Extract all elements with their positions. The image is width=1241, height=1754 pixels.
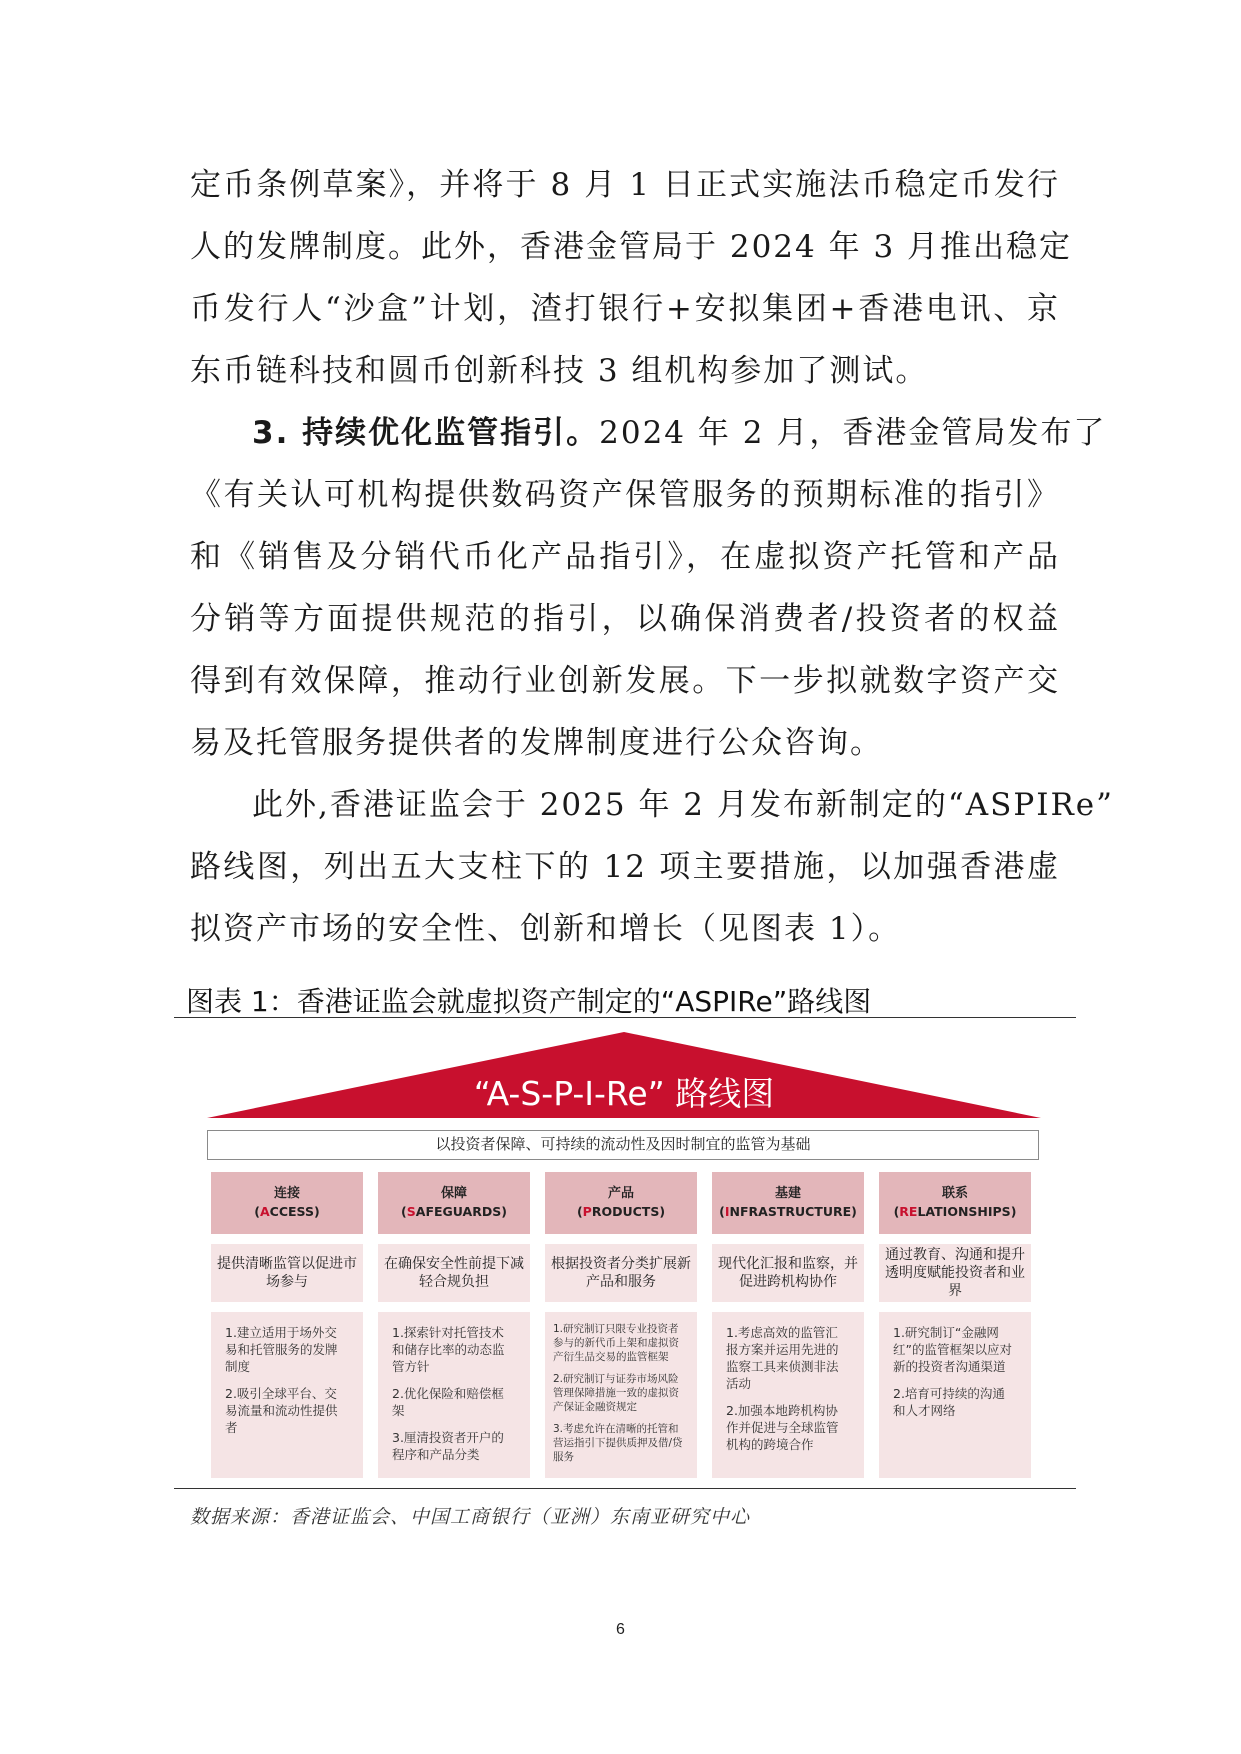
- measure-item: 2.吸引全球平台、交易流量和流动性提供者: [225, 1386, 338, 1435]
- pillar-measures: [378, 1312, 530, 1478]
- body-line-3: 币发行人“沙盒”计划，渣打银行+安拟集团+香港电讯、京: [190, 291, 1060, 327]
- pillar-objective: 根据投资者分类扩展新产品和服务: [545, 1244, 697, 1302]
- pillar-name-rest: CCESS: [269, 1204, 315, 1219]
- body-line-4: 东币链科技和圆币创新科技 3 组机构参加了测试。: [190, 353, 929, 389]
- pillar-initial: A: [259, 1204, 270, 1219]
- section3-line-6: 易及托管服务提供者的发牌制度进行公众咨询。: [190, 725, 883, 761]
- section3-heading: 3. 持续优化监管指引。: [252, 415, 600, 451]
- pillar-name-cn: 保障: [440, 1186, 467, 1201]
- page-number: 6: [616, 1621, 625, 1638]
- pillar-objective: 现代化汇报和监察，并促进跨机构协作: [712, 1244, 864, 1302]
- pillar-access: [211, 1172, 363, 1435]
- pillar-name-rest: AFEGUARDS: [415, 1204, 502, 1219]
- pillar-initial: P: [582, 1204, 592, 1219]
- pillar-name-en: (RELATIONSHIPS): [893, 1204, 1017, 1219]
- pillar-infrastructure: [712, 1172, 864, 1452]
- section3-line-5: 得到有效保障，推动行业创新发展。下一步拟就数字资产交: [190, 663, 1060, 699]
- pillar-products: [545, 1172, 697, 1463]
- pillar-measures: [545, 1312, 697, 1478]
- pillar-name-rest: LATIONSHIPS: [917, 1204, 1011, 1219]
- measure-item: 1.研究制订“金融网红”的监管框架以应对新的投资者沟通渠道: [893, 1325, 1012, 1374]
- pillar-header: [879, 1172, 1031, 1234]
- pillar-name-rest: NFRASTRUCTURE: [729, 1204, 852, 1219]
- pillar-measures: [879, 1312, 1031, 1478]
- pillar-measures: [211, 1312, 363, 1478]
- caption-rule: [174, 1017, 1076, 1018]
- pillar-objective: 通过教育、沟通和提升透明度赋能投资者和业界: [879, 1244, 1031, 1302]
- pillar-objective: 提供清晰监管以促进市场参与: [211, 1244, 363, 1302]
- measure-item: 2.研究制订与证券市场风险管理保障措施一致的虚拟资产保证金融资规定: [553, 1373, 679, 1413]
- measure-item: 2.加强本地跨机构协作并促进与全球监管机构的跨境合作: [726, 1403, 839, 1452]
- pillar-name-cn: 连接: [273, 1186, 300, 1201]
- section3-line-2: 《有关认可机构提供数码资产保管服务的预期标准的指引》: [190, 477, 1060, 513]
- section3-line-1: 2024 年 2 月，香港金管局发布了: [599, 415, 1107, 451]
- pillar-initial: S: [406, 1204, 416, 1219]
- pillar-initial: I: [724, 1204, 730, 1219]
- pillar-measures: [712, 1312, 864, 1478]
- aspire-line-1: 此外,香港证监会于 2025 年 2 月发布新制定的“ASPIRe”: [252, 787, 1114, 823]
- data-source-note: 数据来源：香港证监会、中国工商银行（亚洲）东南亚研究中心: [190, 1506, 751, 1528]
- measure-item: 1.研究制订只限专业投资者参与的新代币上架和虚拟资产衍生品交易的监管框架: [553, 1323, 679, 1363]
- section3-first-line: [190, 402, 1107, 464]
- pillar-name-en: (INFRASTRUCTURE): [719, 1204, 857, 1219]
- pillar-relationships: [879, 1172, 1031, 1418]
- measure-item: 1.建立适用于场外交易和托管服务的发牌制度: [225, 1325, 338, 1374]
- section3-line-3: 和《销售及分销代币化产品指引》，在虚拟资产托管和产品: [190, 539, 1060, 575]
- pillar-objective: 在确保安全性前提下减轻合规负担: [378, 1244, 530, 1302]
- measure-item: 2.优化保险和赔偿框架: [392, 1386, 504, 1418]
- measure-item: 2.培育可持续的沟通和人才网络: [893, 1386, 1005, 1418]
- figure-caption: 图表 1：香港证监会就虚拟资产制定的“ASPIRe”路线图: [186, 985, 872, 1018]
- aspire-roadmap-figure: [205, 1030, 1043, 1470]
- pillar-safeguards: [378, 1172, 530, 1462]
- measure-item: 3.厘清投资者开户的程序和产品分类: [392, 1430, 504, 1462]
- body-line-1: 定币条例草案》，并将于 8 月 1 日正式实施法币稳定币发行: [190, 167, 1060, 203]
- measure-item: 3.考虑允许在清晰的托管和营运指引下提供质押及借/贷服务: [553, 1423, 683, 1463]
- pillar-name-cn: 基建: [774, 1186, 801, 1201]
- pillar-name-cn: 产品: [607, 1186, 634, 1201]
- pillar-header: [378, 1172, 530, 1234]
- pillar-name-cn: 联系: [941, 1186, 968, 1201]
- pillar-name-en: (ACCESS): [254, 1204, 320, 1219]
- aspire-line-3: 拟资产市场的安全性、创新和增长（见图表 1）。: [190, 911, 902, 947]
- foundation-banner: 以投资者保障、可持续的流动性及因时制宜的监管为基础: [207, 1130, 1039, 1160]
- pillar-initial: RE: [899, 1204, 918, 1219]
- pillar-header: [712, 1172, 864, 1234]
- aspire-line-2: 路线图，列出五大支柱下的 12 项主要措施，以加强香港虚: [190, 849, 1060, 885]
- measure-item: 1.探索针对托管技术和储存比率的动态监管方针: [392, 1325, 505, 1374]
- pillar-header: [211, 1172, 363, 1234]
- pillar-name-rest: RODUCTS: [591, 1204, 660, 1219]
- source-rule: [174, 1488, 1076, 1489]
- measure-item: 1.考虑高效的监管汇报方案并运用先进的监察工具来侦测非法活动: [726, 1325, 839, 1391]
- body-line-2: 人的发牌制度。此外，香港金管局于 2024 年 3 月推出稳定: [190, 229, 1073, 265]
- pillar-name-en: (SAFEGUARDS): [401, 1204, 507, 1219]
- pillar-name-en: (PRODUCTS): [576, 1204, 666, 1219]
- roof-title: “A-S-P-I-Re” 路线图: [473, 1074, 775, 1113]
- section3-line-4: 分销等方面提供规范的指引，以确保消费者/投资者的权益: [190, 601, 1060, 637]
- pillar-header: [545, 1172, 697, 1234]
